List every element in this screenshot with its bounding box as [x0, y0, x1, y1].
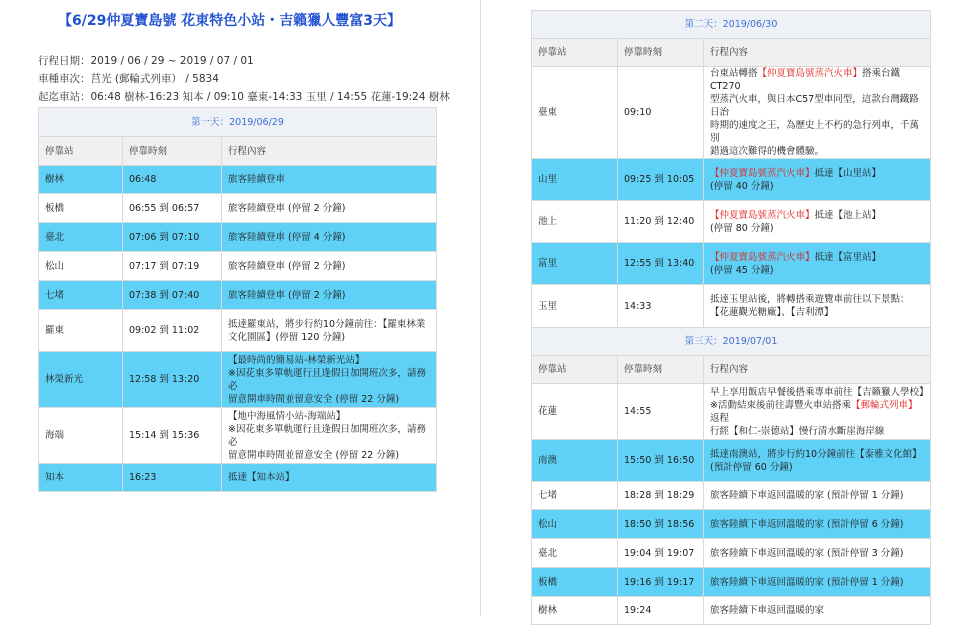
content-cell [222, 281, 437, 310]
content-cell [222, 408, 437, 464]
table-row [532, 67, 931, 159]
time-cell: 14:55 [618, 384, 704, 440]
content-text-pre: 台東站轉搭 [710, 68, 758, 79]
content-text-post: 抵達【山里站】 [814, 167, 882, 179]
day3-title-row [532, 328, 931, 356]
content-cell [704, 568, 931, 597]
content-cell [704, 67, 931, 159]
steam-train-highlight: 【仲夏寶島號蒸汽火車】 [710, 251, 815, 263]
content-text [710, 167, 924, 180]
page-title: 【6/29仲夏寶島號 花東特色小站・吉籟獵人豐富3天】 [58, 13, 401, 29]
table-row [532, 568, 931, 597]
col-station-header: 停靠站 [532, 39, 618, 67]
table-row [532, 597, 931, 625]
station-cell: 七堵 [532, 482, 618, 510]
station-cell: 板橋 [532, 568, 618, 597]
station-cell: 松山 [532, 510, 618, 539]
col-time-header: 停靠時刻 [123, 137, 222, 166]
content-cell [222, 166, 437, 194]
stations-line [38, 89, 450, 104]
station-cell: 南澳 [532, 440, 618, 482]
table-row [39, 352, 437, 408]
trip-date-label: 行程日期： [38, 55, 91, 67]
train-type-line [38, 71, 219, 86]
col-station-header: 停靠站 [39, 137, 123, 166]
time-cell: 16:23 [123, 464, 222, 492]
content-text: ※因花東多單軌運行且逢假日加開班次多，請務必 [228, 423, 426, 448]
content-text-post: 返程 [710, 412, 730, 424]
content-text: 留意開車時間並留意安全 (停留 22 分鐘) [228, 449, 400, 461]
content-text-post: 搭乘台鐵CT270 [710, 68, 901, 92]
day2-day3-schedule-table [531, 10, 931, 625]
content-cell [222, 223, 437, 252]
content-text: 旅客陸續下車返回溫暖的家 [710, 605, 825, 616]
content-cell [222, 252, 437, 281]
station-cell: 七堵 [39, 281, 123, 310]
steam-train-highlight: 【仲夏寶島號蒸汽火車】 [757, 68, 863, 79]
content-text [710, 399, 924, 425]
time-cell: 12:55 到 13:40 [618, 243, 704, 285]
content-text: 旅客陸續下車返回溫暖的家 (預計停留 1 分鐘) [710, 490, 904, 501]
trip-date-line [38, 53, 254, 68]
table-row [39, 464, 437, 492]
day1-title-row [39, 108, 437, 137]
table-row [39, 223, 437, 252]
col-content-header: 行程內容 [704, 39, 931, 67]
left-page [0, 0, 480, 616]
table-header-row [532, 39, 931, 67]
time-cell: 19:04 到 19:07 [618, 539, 704, 568]
content-text: 早上享用飯店早餐後搭乘專車前往【吉籟獵人學校】 [710, 386, 929, 398]
content-text: ※因花東多單軌運行且逢假日加開班次多，請務必 [228, 367, 426, 392]
station-cell: 臺北 [39, 223, 123, 252]
col-station-header: 停靠站 [532, 356, 618, 384]
content-text: 行經【和仁-崇德站】慢行清水斷崖海岸線 [710, 425, 885, 437]
content-text: 旅客陸續登車 [228, 174, 286, 185]
station-cell: 臺北 [532, 539, 618, 568]
content-text: 留意開車時間並留意安全 (停留 22 分鐘) [228, 393, 400, 405]
time-cell: 18:50 到 18:56 [618, 510, 704, 539]
table-header-row [532, 356, 931, 384]
content-text-pre: ※活動結束後前往壽豐火車站搭乘 [710, 399, 851, 411]
content-cell [704, 285, 931, 328]
table-row [532, 159, 931, 201]
table-row [532, 539, 931, 568]
content-text: 抵達羅東站，將步行約10分鐘前往：【羅東林業 [228, 318, 426, 330]
content-cell [704, 243, 931, 285]
content-cell [704, 510, 931, 539]
day2-title: 第二天：2019/06/30 [532, 11, 931, 39]
right-page [481, 0, 960, 616]
content-text: 型蒸汽火車，與日本C57型車同型，這款台灣鐵路日治 [710, 94, 919, 118]
steam-train-highlight: 【仲夏寶島號蒸汽火車】 [710, 209, 815, 221]
time-cell: 15:14 到 15:36 [123, 408, 222, 464]
time-cell: 09:10 [618, 67, 704, 159]
content-text: 旅客陸續下車返回溫暖的家 (預計停留 1 分鐘) [710, 576, 904, 588]
col-content-header: 行程內容 [222, 137, 437, 166]
time-cell: 12:58 到 13:20 [123, 352, 222, 408]
content-text: 抵達玉里站後，將轉搭乘遊覽車前往以下景點： [710, 294, 910, 305]
trip-date-value: 2019 / 06 / 29 ~ 2019 / 07 / 01 [90, 55, 254, 67]
station-cell: 樹林 [39, 166, 123, 194]
content-text: 【地中海風情小站-海端站】 [228, 410, 346, 422]
table-row [39, 281, 437, 310]
content-cell [222, 194, 437, 223]
time-cell: 19:24 [618, 597, 704, 625]
station-cell: 玉里 [532, 285, 618, 328]
content-cell [704, 597, 931, 625]
stations-value: 06:48 樹林-16:23 知本 / 09:10 臺東-14:33 玉里 / 14:55 花蓮-19:24 樹林 [90, 91, 450, 103]
content-text: 旅客陸續登車 (停留 2 分鐘) [228, 260, 346, 272]
station-cell: 臺東 [532, 67, 618, 159]
time-cell: 15:50 到 16:50 [618, 440, 704, 482]
content-cell [704, 159, 931, 201]
col-content-header: 行程內容 [704, 356, 931, 384]
table-row [532, 243, 931, 285]
time-cell: 18:28 到 18:29 [618, 482, 704, 510]
station-cell: 樹林 [532, 597, 618, 625]
content-text: 錯過這次難得的機會體驗。 [710, 146, 825, 157]
time-cell: 07:38 到 07:40 [123, 281, 222, 310]
content-cell [704, 482, 931, 510]
content-cell [222, 352, 437, 408]
station-cell: 池上 [532, 201, 618, 243]
content-text: 抵達【知本站】 [228, 472, 295, 483]
time-cell: 06:55 到 06:57 [123, 194, 222, 223]
time-cell: 09:25 到 10:05 [618, 159, 704, 201]
content-text [710, 209, 924, 222]
content-cell [704, 384, 931, 440]
content-text [710, 251, 924, 264]
content-text: (停留 45 分鐘) [710, 264, 774, 276]
time-cell: 19:16 到 19:17 [618, 568, 704, 597]
content-text: 【最時尚的簡易站-林榮新光站】 [228, 354, 365, 366]
station-cell: 知本 [39, 464, 123, 492]
content-text: (預計停留 60 分鐘) [710, 461, 793, 473]
table-row [532, 440, 931, 482]
station-cell: 花蓮 [532, 384, 618, 440]
time-cell: 07:17 到 07:19 [123, 252, 222, 281]
station-cell: 林榮新光 [39, 352, 123, 408]
train-type-label: 車種車次： [38, 73, 91, 85]
station-cell: 羅東 [39, 310, 123, 352]
table-row [532, 201, 931, 243]
time-cell: 11:20 到 12:40 [618, 201, 704, 243]
content-cell [704, 201, 931, 243]
station-cell: 海端 [39, 408, 123, 464]
day1-title: 第一天：2019/06/29 [39, 108, 437, 137]
time-cell: 06:48 [123, 166, 222, 194]
table-row [532, 384, 931, 440]
content-text: 旅客陸續登車 (停留 2 分鐘) [228, 202, 346, 214]
table-row [532, 285, 931, 328]
content-text: 文化園區】(停留 120 分鐘) [228, 331, 346, 343]
content-text: 旅客陸續下車返回溫暖的家 (預計停留 6 分鐘) [710, 518, 904, 530]
time-cell: 14:33 [618, 285, 704, 328]
table-row [39, 408, 437, 464]
station-cell: 板橋 [39, 194, 123, 223]
steam-train-highlight: 【仲夏寶島號蒸汽火車】 [710, 167, 815, 179]
station-cell: 山里 [532, 159, 618, 201]
time-cell: 09:02 到 11:02 [123, 310, 222, 352]
table-row [39, 166, 437, 194]
train-type-value: 莒光 (郵輪式列車） / 5834 [90, 73, 219, 85]
col-time-header: 停靠時刻 [618, 356, 704, 384]
col-time-header: 停靠時刻 [618, 39, 704, 67]
content-text: 旅客陸續下車返回溫暖的家 (預計停留 3 分鐘) [710, 547, 904, 559]
content-text: 旅客陸續登車 (停留 2 分鐘) [228, 289, 346, 301]
content-cell [222, 310, 437, 352]
station-cell: 富里 [532, 243, 618, 285]
content-text-post: 抵達【富里站】 [814, 251, 882, 263]
table-row [39, 310, 437, 352]
time-cell: 07:06 到 07:10 [123, 223, 222, 252]
cruise-train-highlight: 【郵輪式列車】 [850, 399, 918, 411]
day1-schedule-table [38, 107, 437, 492]
content-text: 時期的速度之王，為歷史上不朽的急行列車，千萬別 [710, 120, 920, 144]
table-header-row [39, 137, 437, 166]
table-row [532, 482, 931, 510]
table-row [39, 194, 437, 223]
content-cell [704, 539, 931, 568]
day2-title-row [532, 11, 931, 39]
content-text: (停留 80 分鐘) [710, 222, 774, 234]
content-text-post: 抵達【池上站】 [814, 209, 882, 221]
day3-title: 第三天：2019/07/01 [532, 328, 931, 356]
content-text [710, 67, 924, 93]
table-row [39, 252, 437, 281]
table-row [532, 510, 931, 539]
content-text: 【花蓮觀光糖廠】、【吉利潭】 [710, 307, 834, 318]
content-cell [704, 440, 931, 482]
content-text: (停留 40 分鐘) [710, 180, 774, 192]
content-text: 旅客陸續登車 (停留 4 分鐘) [228, 231, 346, 243]
stations-label: 起迄車站： [38, 91, 91, 103]
content-text: 抵達南澳站，將步行約10分鐘前往【泰雅文化館】 [710, 448, 922, 460]
content-cell [222, 464, 437, 492]
station-cell: 松山 [39, 252, 123, 281]
